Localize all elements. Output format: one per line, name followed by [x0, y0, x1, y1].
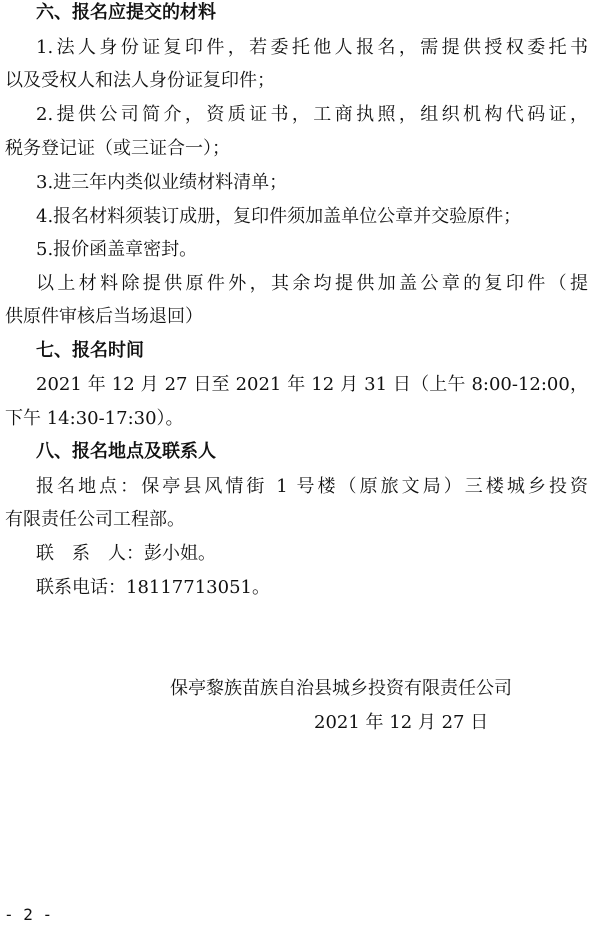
section-8-heading: 八、报名地点及联系人 — [36, 441, 216, 462]
page-number: - 2 - — [4, 905, 53, 924]
section-7-heading: 七、报名时间 — [36, 340, 144, 361]
section-6-note-line-1: 以上材料除提供原件外，其余均提供加盖公章的复印件（提 — [36, 273, 588, 294]
section-6-note-line-2: 供原件审核后当场退回） — [5, 306, 203, 327]
section-6-heading: 六、报名应提交的材料 — [36, 2, 216, 23]
section-6-item-1-line-1: 1.法人身份证复印件，若委托他人报名，需提供授权委托书 — [36, 37, 588, 58]
section-6-item-2-line-2: 税务登记证（或三证合一）； — [5, 138, 230, 159]
section-8-contact-person: 联 系 人：彭小姐。 — [36, 543, 216, 564]
signature-date: 2021 年 12 月 27 日 — [314, 712, 489, 733]
section-8-contact-phone: 联系电话：18117713051。 — [36, 577, 270, 598]
section-6-item-5: 5.报价函盖章密封。 — [36, 239, 198, 260]
section-8-place-line-1: 报名地点：保亭县风情街 1 号楼（原旅文局）三楼城乡投资 — [36, 476, 588, 497]
section-6-item-1-line-2: 以及受权人和法人身份证复印件； — [5, 70, 275, 91]
signature-company: 保亭黎族苗族自治县城乡投资有限责任公司 — [170, 678, 512, 699]
section-8-place-line-2: 有限责任公司工程部。 — [5, 509, 185, 530]
section-6-item-3: 3.进三年内类似业绩材料清单； — [36, 172, 288, 193]
section-7-time-line-2: 下午 14:30-17:30）。 — [5, 408, 184, 429]
section-6-item-4: 4.报名材料须装订成册，复印件须加盖单位公章并交验原件； — [36, 206, 522, 227]
section-6-item-2-line-1: 2.提供公司简介，资质证书，工商执照，组织机构代码证， — [36, 104, 588, 125]
section-7-time-line-1: 2021 年 12 月 27 日至 2021 年 12 月 31 日（上午 8:00-12:00， — [36, 374, 588, 395]
